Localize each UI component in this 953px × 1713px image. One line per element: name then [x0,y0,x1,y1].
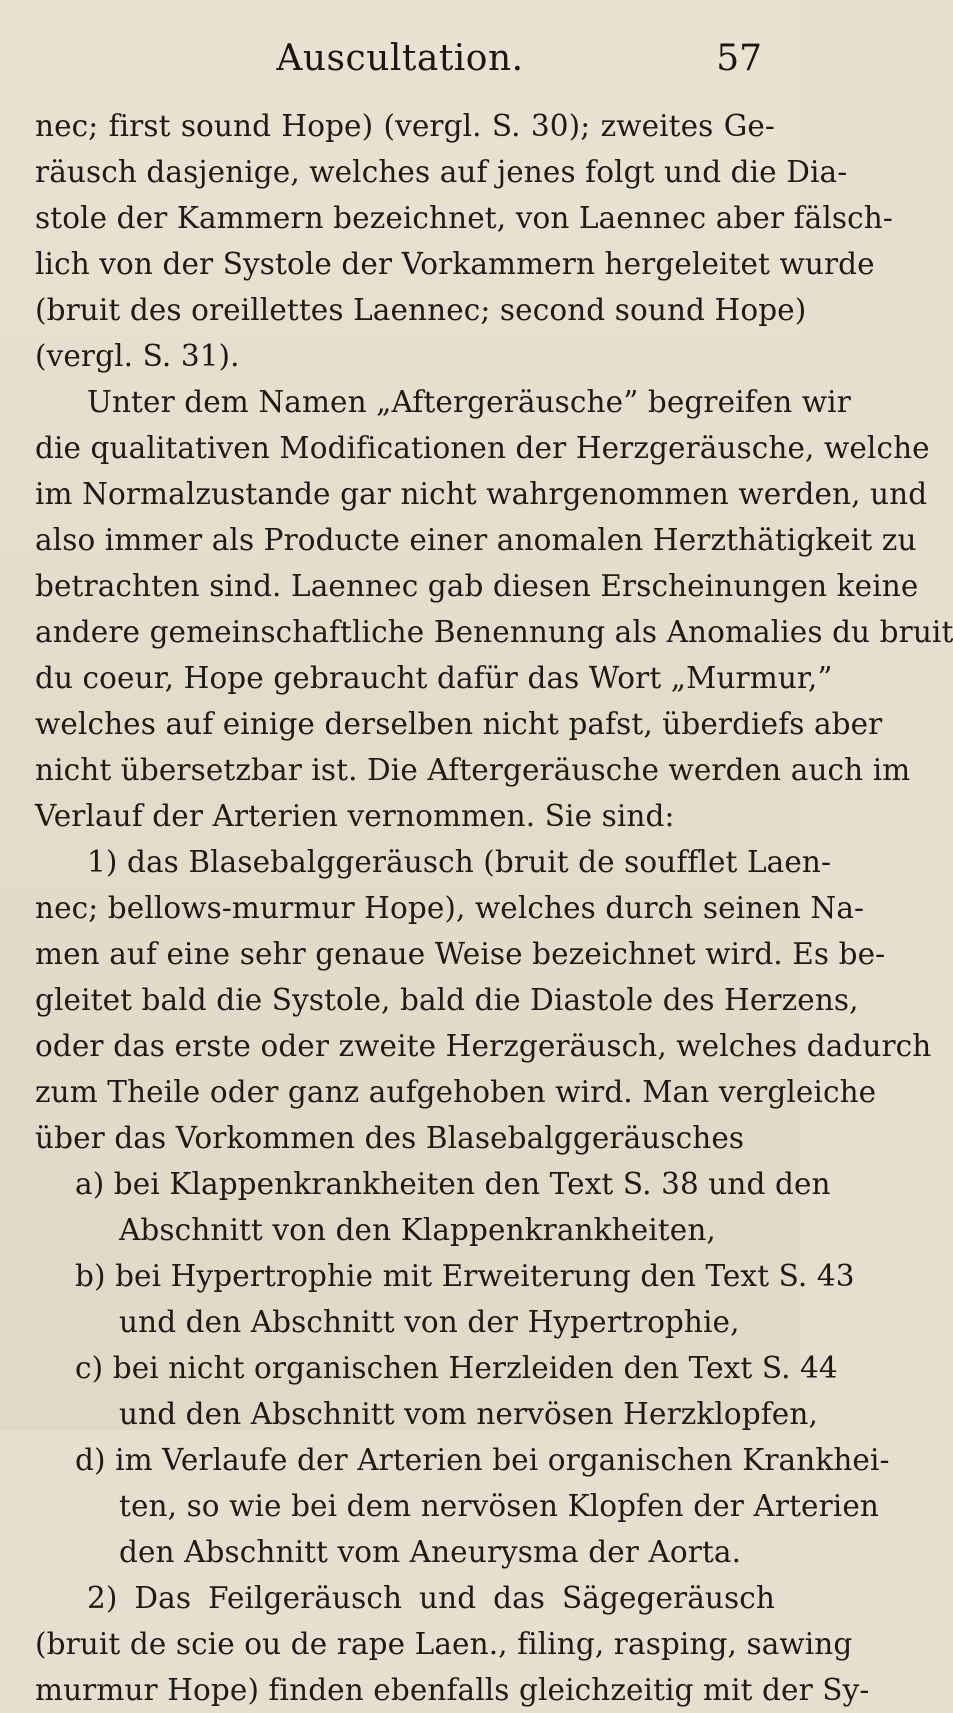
text-line: (vergl. S. 31). [35,339,240,373]
text-line: über das Vorkommen des Blasebalggeräusches [35,1121,745,1155]
text-line: (bruit de scie ou de rape Laen., filing, rasping, sawing [35,1627,853,1661]
running-title: Auscultation. [276,38,524,79]
list-item: a) bei Klappenkrankheiten den Text S. 38 und den [75,1167,831,1201]
text-line: lich von der Systole der Vorkammern hergeleitet wurde [35,247,875,281]
list-item-continuation: Abschnitt von den Klappenkrankheiten, [119,1213,716,1247]
text-line: Verlauf der Arterien vernommen. Sie sind: [35,799,675,833]
list-item: c) bei nicht organischen Herzleiden den Text S. 44 [75,1351,838,1385]
text-line: gleitet bald die Systole, bald die Diastole des Herzens, [35,983,859,1017]
text-line: murmur Hope) finden ebenfalls gleichzeitig mit der Sy- [35,1673,870,1707]
list-item-continuation: und den Abschnitt vom nervösen Herzklopfen, [119,1397,818,1431]
text-line: zum Theile oder ganz aufgehoben wird. Man vergleiche [35,1075,877,1109]
text-line: stole der Kammern bezeichnet, von Laennec aber fälsch- [35,201,893,235]
text-line: oder das erste oder zweite Herzgeräusch, welches dadurch [35,1029,932,1063]
text-line: nec; first sound Hope) (vergl. S. 30); zweites Ge- [35,109,775,143]
body-text [35,103,953,1713]
text-line: nec; bellows-murmur Hope), welches durch seinen Na- [35,891,865,925]
list-item-continuation: ten, so wie bei dem nervösen Klopfen der Arterien [119,1489,879,1523]
text-line: du coeur, Hope gebraucht dafür das Wort „Murmur,” [35,661,833,695]
list-item-continuation: den Abschnitt vom Aneurysma der Aorta. [119,1535,742,1569]
text-line: im Normalzustande gar nicht wahrgenommen werden, und [35,477,928,511]
text-line: also immer als Producte einer anomalen Herzthätigkeit zu [35,523,917,557]
text-line: betrachten sind. Laennec gab diesen Erscheinungen keine [35,569,919,603]
text-line: 2) Das Feilgeräusch und das Sägegeräusch [87,1581,775,1615]
text-line: räusch dasjenige, welches auf jenes folgt und die Dia- [35,155,848,189]
text-line: die qualitativen Modificationen der Herzgeräusche, welche [35,431,930,465]
list-item: b) bei Hypertrophie mit Erweiterung den Text S. 43 [75,1259,855,1293]
text-line: nicht übersetzbar ist. Die Aftergeräusche werden auch im [35,753,911,787]
text-line: andere gemeinschaftliche Benennung als Anomalies du bruit [35,615,953,649]
list-item-continuation: und den Abschnitt von der Hypertrophie, [119,1305,740,1339]
text-line: Unter dem Namen „Aftergeräusche” begreifen wir [87,385,851,419]
text-line: men auf eine sehr genaue Weise bezeichnet wird. Es be- [35,937,886,971]
list-item: d) im Verlaufe der Arterien bei organischen Krankhei- [75,1443,890,1477]
page-header [0,38,800,88]
text-line: (bruit des oreillettes Laennec; second sound Hope) [35,293,807,327]
text-line: welches auf einige derselben nicht pafst, überdiefs aber [35,707,883,741]
page-number: 57 [716,38,762,79]
text-line: 1) das Blasebalggeräusch (bruit de soufflet Laen- [87,845,832,879]
